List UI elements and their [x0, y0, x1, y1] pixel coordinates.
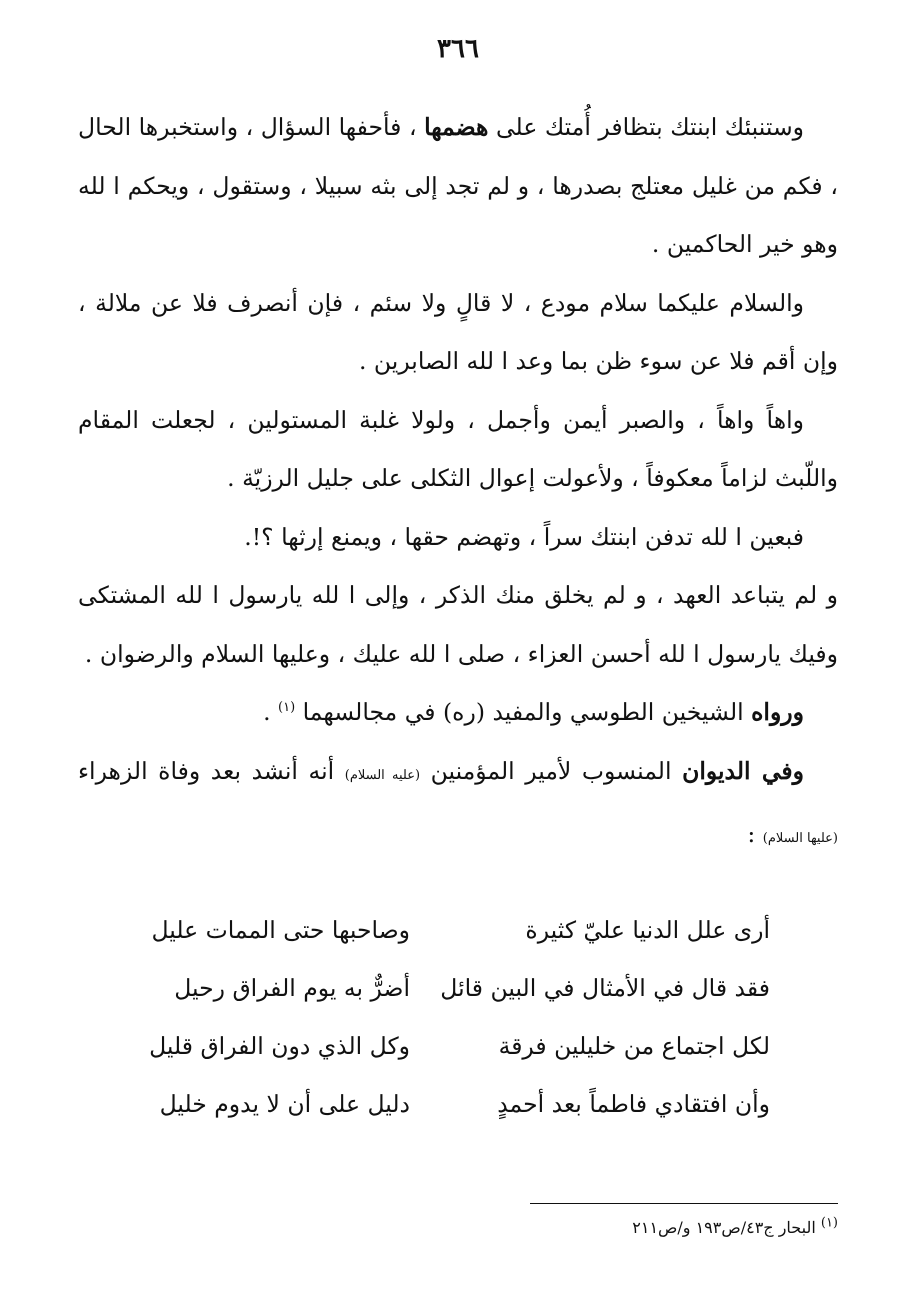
paragraph: والسلام عليكما سلام مودع ، لا قالٍ ولا سئم ، فإن أنصرف فلا عن ملالة ، وإن أقم فلا عن سوء ظن بما وعد ا لله الصابرين . [78, 288, 838, 375]
paragraph-text: : [747, 820, 763, 848]
verse-first-hemistich: أرى علل الدنيا عليّ كثيرة [525, 916, 770, 944]
honorific: (عليها السلام) [762, 831, 838, 846]
poem-verse [110, 906, 770, 964]
paragraph-text: المنسوب لأمير المؤمنين [420, 756, 683, 785]
paragraph-text: وستنبئك ابنتك بتظافر أُمتك على [488, 113, 804, 141]
verse-first-hemistich: وأن افتقادي فاطماً بعد أحمدٍ [497, 1090, 770, 1118]
verse-second-hemistich: وصاحبها حتى الممات عليل [151, 916, 410, 944]
bold-word: وفي الديوان [682, 756, 805, 785]
page-number: ٣٦٦ [437, 34, 479, 64]
paragraph-text: ، فأحفها السؤال ، واستخبرها الحال ، فكم من غليل معتلج بصدرها ، و لم تجد إلى بثه سبيلا ، وستقول ، ويحكم ا لله وهو خير الحاكمين . [78, 113, 838, 258]
paragraph [78, 98, 838, 274]
footnote-text: البحار ج٤٣/ص١٩٣ و/ص٢١١ [632, 1218, 821, 1237]
bold-word: هضمها [424, 113, 489, 141]
poem-verse [110, 1022, 770, 1080]
poem-verse [110, 1080, 770, 1138]
footnote-reference[interactable]: (١) [278, 700, 296, 716]
verse-second-hemistich: أضرٌّ به يوم الفراق رحيل [174, 974, 410, 1002]
verse-first-hemistich: لكل اجتماع من خليلين فرقة [498, 1032, 770, 1060]
body-text [78, 98, 838, 869]
paragraph [78, 742, 838, 869]
paragraph-text: أنه أنشد بعد وفاة الزهراء [78, 756, 345, 785]
paragraph-text: الشيخين الطوسي والمفيد (ره) في مجالسهما [295, 698, 752, 726]
paragraph: واهاً واهاً ، والصبر أيمن وأجمل ، ولولا غلبة المستولين ، لجعلت المقام واللّبث لزاماً معكوفاً ، ولأعولت إعوال الثكلى على جليل الرزيّة . [78, 405, 838, 492]
footnote-divider [530, 1203, 838, 1204]
verse-first-hemistich: فقد قال في الأمثال في البين قائل [440, 974, 770, 1002]
footnote-marker: (١) [820, 1215, 838, 1231]
paragraph: و لم يتباعد العهد ، و لم يخلق منك الذكر ، وإلى ا لله يارسول ا لله المشتكى وفيك يارسول ا لله أحسن العزاء ، صلى ا لله عليك ، وعليها السلام والرضوان . [78, 581, 838, 668]
paragraph: فبعين ا لله تدفن ابنتك سراً ، وتهضم حقها ، ويمنع إرثها ؟!. [244, 522, 804, 551]
paragraph-text: . [263, 698, 279, 726]
honorific: (عليه السلام) [344, 767, 421, 783]
paragraph [78, 683, 838, 742]
footnote [400, 1215, 838, 1237]
bold-word: ورواه [751, 698, 804, 726]
poem-verse [110, 964, 770, 1022]
poem [110, 906, 770, 1138]
verse-second-hemistich: وكل الذي دون الفراق قليل [149, 1032, 410, 1060]
verse-second-hemistich: دليل على أن لا يدوم خليل [159, 1090, 410, 1118]
